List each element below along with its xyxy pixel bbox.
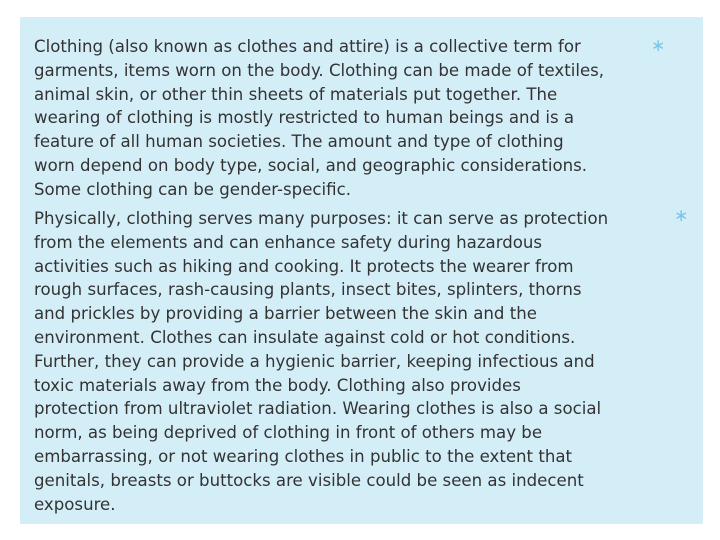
asterisk-bullet-icon: ∗ — [674, 206, 689, 226]
paragraph-clothing-definition: Clothing (also known as clothes and attire) is a collective term for garments, items worn on the body. Clothing can be made of textiles, animal skin, or other thin sheets of materials put together. The wearing of clothing is mostly restricted to human beings and is a feature of all human societies. The amount and type of clothing worn depend on body type, social, and geographic considerations. Some clothing can be gender-specific. — [34, 37, 605, 199]
asterisk-bullet-icon: ∗ — [651, 36, 666, 56]
paragraph-clothing-purposes: Physically, clothing serves many purposes: it can serve as protection from the elements and can enhance safety during hazardous activities such as hiking and cooking. It protects the wearer from rough surfaces, rash-causing plants, insect bites, splinters, thorns and prickles by providing a barrier between the skin and the environment. Clothes can insulate against cold or hot conditions. Further, they can provide a hygienic barrier, keeping infectious and toxic materials away from the body. Clothing also provides protection from ultraviolet radiation. Wearing clothes is also a social norm, as being deprived of clothing in front of others may be embarrassing, or not wearing clothes in public to the extent that genitals, breasts or buttocks are visible could be seen as indecent exposure. — [34, 209, 609, 514]
